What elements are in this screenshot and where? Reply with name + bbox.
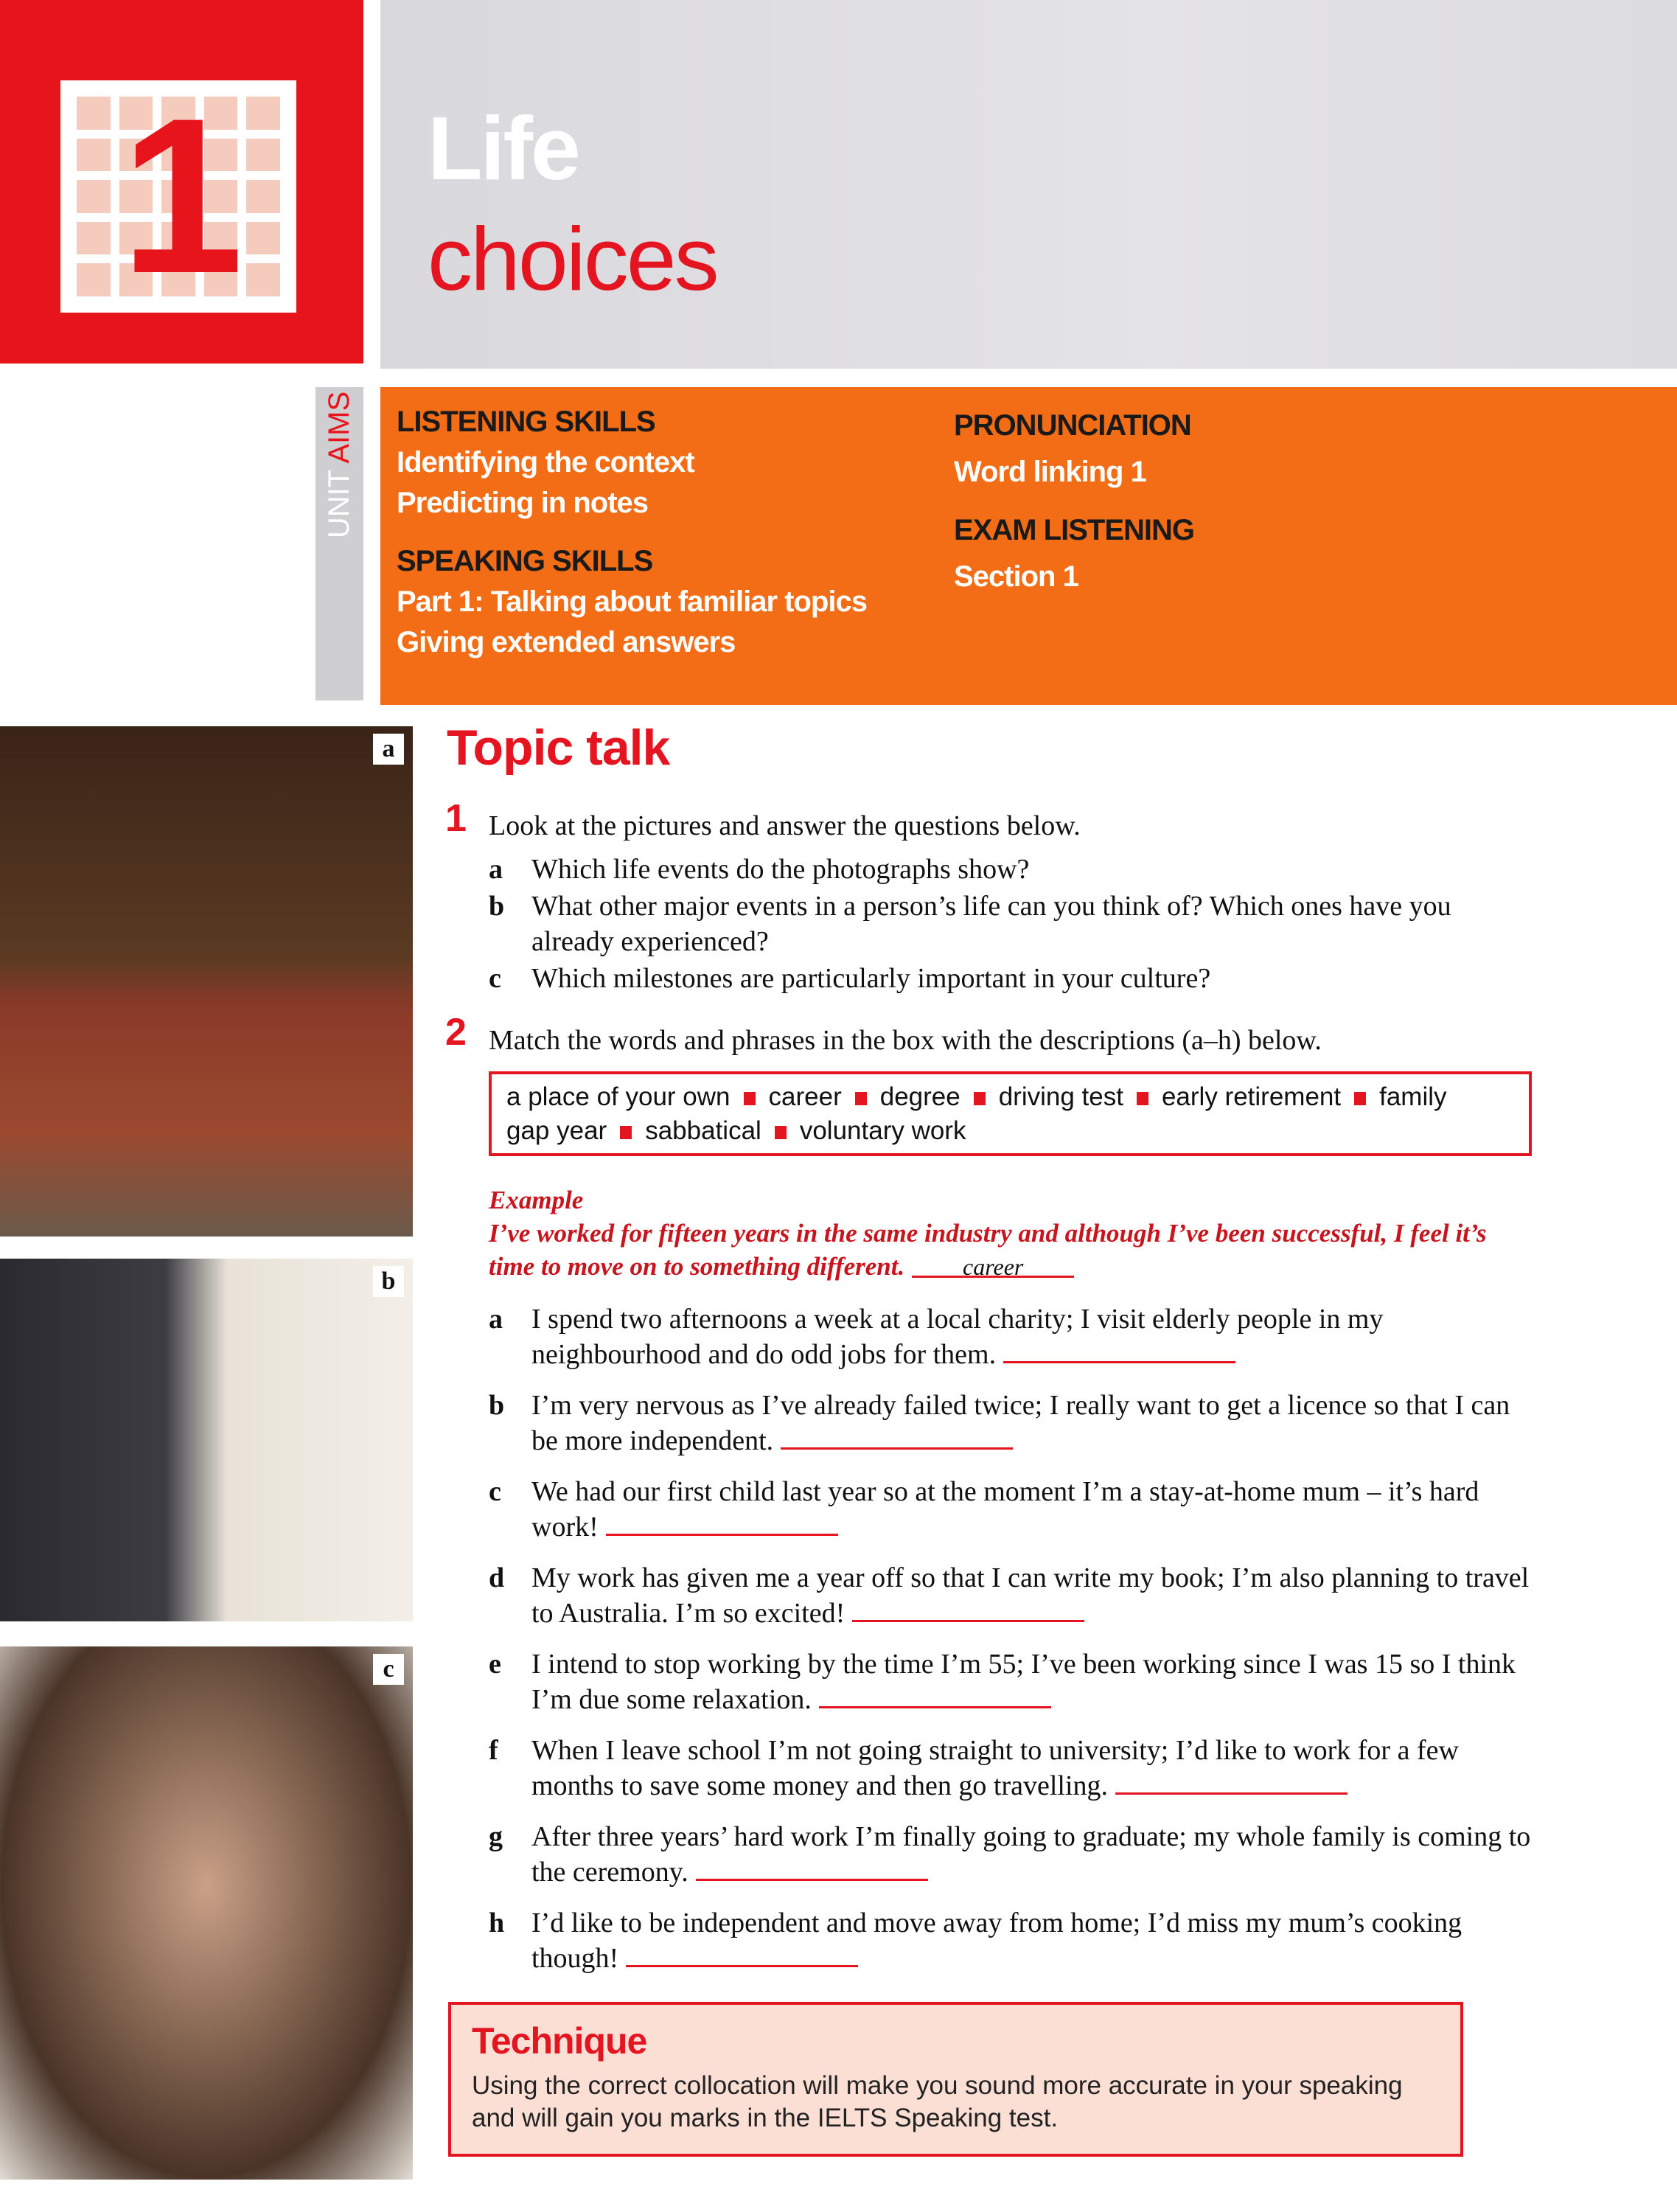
word: driving test: [998, 1082, 1123, 1111]
example: [489, 1183, 1535, 1283]
aims-column-2: [954, 406, 1194, 597]
aims-item: Predicting in notes: [397, 487, 649, 519]
technique-box: [448, 2002, 1463, 2157]
photo-first-day-at-school: [0, 726, 413, 1237]
photo-label: b: [373, 1266, 404, 1297]
question-text: Look at the pictures and answer the questions below.: [489, 810, 1081, 841]
answer-blank[interactable]: [626, 1945, 858, 1967]
matching-item: a I spend two afternoons a week at a local charity; I visit elderly people in my neighbourhood and do odd jobs for them.: [489, 1304, 1384, 1370]
word: voluntary work: [799, 1116, 966, 1145]
aims-label: AIMS: [323, 391, 355, 464]
unit-number: 1: [120, 72, 237, 319]
answer-blank[interactable]: [1003, 1341, 1235, 1363]
aims-item: Part 1: Talking about familiar topics: [397, 585, 867, 618]
answer-blank[interactable]: [606, 1514, 838, 1536]
photo-wedding: [0, 1259, 413, 1621]
matching-item: e I intend to stop working by the time I’m 55; I’ve been working since I was 15 so I think I’m due some relaxation.: [489, 1649, 1516, 1715]
word-box: [489, 1071, 1532, 1156]
word: degree: [879, 1082, 960, 1111]
question-number: 2: [445, 1011, 467, 1054]
word: career: [768, 1082, 842, 1111]
unit-label: UNIT: [323, 470, 355, 538]
word: sabbatical: [645, 1116, 761, 1145]
matching-item: c We had our first child last year so at the moment I’m a stay-at-home mum – it’s hard work!: [489, 1476, 1479, 1543]
unit-aims-box: [380, 387, 1677, 705]
photo-label: a: [373, 734, 404, 765]
photo-label: c: [373, 1654, 404, 1685]
technique-heading: Technique: [472, 2020, 647, 2062]
aims-heading: SPEAKING SKILLS: [397, 545, 653, 577]
answer-blank[interactable]: [852, 1600, 1084, 1622]
unit-title-line-2: choices: [428, 209, 717, 309]
matching-item: b I’m very nervous as I’ve already failed twice; I really want to get a licence so that I can be more independent.: [489, 1390, 1510, 1456]
unit-title-line-1: Life: [428, 98, 579, 198]
section-heading: Topic talk: [447, 720, 670, 776]
question-text: Match the words and phrases in the box with the descriptions (a–h) below.: [489, 1025, 1322, 1056]
matching-item: g After three years’ hard work I’m finally going to graduate; my whole family is coming to the ceremony.: [489, 1821, 1531, 1888]
example-answer: career: [912, 1256, 1074, 1278]
aims-heading: LISTENING SKILLS: [397, 406, 655, 438]
matching-item: h I’d like to be independent and move away from home; I’d miss my mum’s cooking though!: [489, 1907, 1462, 1974]
word: family: [1379, 1082, 1447, 1111]
example-text: I’ve worked for fifteen years in the same industry and although I’ve been successful, I feel it’s time to move on to something different.: [489, 1219, 1487, 1281]
aims-item: Word linking 1: [954, 456, 1146, 488]
answer-blank[interactable]: [819, 1686, 1051, 1708]
answer-blank[interactable]: [696, 1859, 928, 1881]
answer-blank[interactable]: [1115, 1773, 1347, 1795]
word: gap year: [506, 1116, 607, 1145]
aims-item: Identifying the context: [397, 446, 694, 479]
aims-item: Section 1: [954, 560, 1078, 593]
photo-birthday: [0, 1646, 413, 2180]
matching-item: f When I leave school I’m not going straight to university; I’d like to work for a few months to save some money and then go travelling.: [489, 1735, 1459, 1801]
sub-question: a Which life events do the photographs show?: [489, 854, 1030, 885]
technique-text: Using the correct collocation will make you sound more accurate in your speaking and will gain you marks in the IELTS Speaking test.: [472, 2071, 1403, 2132]
matching-item: d My work has given me a year off so that I can write my book; I’m also planning to travel to Australia. I’m so excited!: [489, 1562, 1530, 1629]
word: a place of your own: [506, 1082, 731, 1111]
aims-column-1: [397, 402, 867, 663]
word: early retirement: [1161, 1082, 1342, 1111]
aims-item: Giving extended answers: [397, 626, 736, 658]
aims-heading: PRONUNCIATION: [954, 409, 1191, 442]
example-label: Example: [489, 1186, 584, 1214]
aims-heading: EXAM LISTENING: [954, 514, 1195, 546]
answer-blank[interactable]: [781, 1427, 1013, 1450]
unit-aims-label: [315, 387, 363, 542]
question-number: 1: [445, 797, 467, 840]
sub-question: b What other major events in a person’s life can you think of? Which ones have you already experienced?: [489, 891, 1451, 957]
sub-question: c Which milestones are particularly important in your culture?: [489, 963, 1211, 994]
